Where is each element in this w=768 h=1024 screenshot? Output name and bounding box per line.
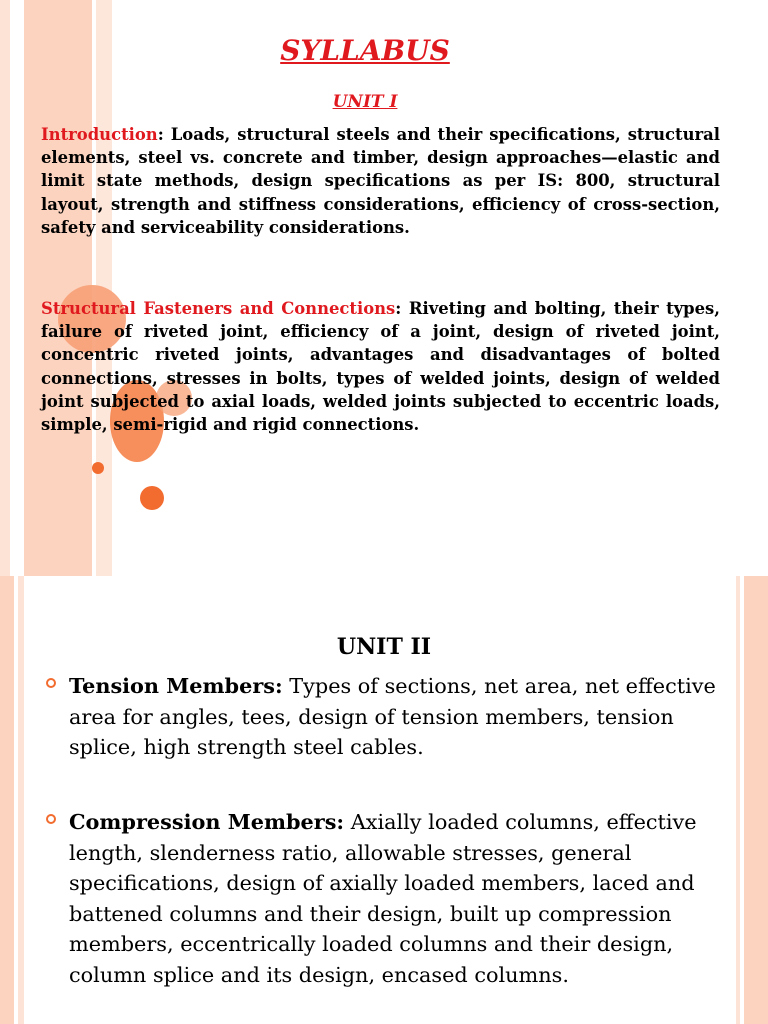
unit-1-heading: UNIT I bbox=[332, 92, 398, 112]
introduction-paragraph bbox=[41, 123, 720, 239]
bullet-circle-icon bbox=[46, 814, 56, 824]
separator: : bbox=[395, 299, 409, 318]
fasteners-paragraph bbox=[41, 297, 720, 436]
syllabus-title: SYLLABUS bbox=[280, 34, 450, 67]
tension-members-body: Types of sections, net area, net effective area for angles, tees, design of tension members, tension splice, high strength steel cables. bbox=[69, 674, 716, 759]
fasteners-body: Riveting and bolting, their types, failure of riveted joint, efficiency of a joint, design of riveted joint, concentric riveted joints, advantages and disadvantages of bolted connections, stresses in bolts, types of welded joints, design of welded joint subjected to axial loads, welded joints subjected to eccentric loads, simple, semi-rigid and rigid connections. bbox=[41, 299, 720, 435]
decorative-stripe bbox=[0, 0, 10, 576]
introduction-heading: Introduction bbox=[41, 125, 158, 144]
decorative-circle bbox=[140, 486, 164, 510]
compression-members-body: Axially loaded columns, effective length, slenderness ratio, allowable stresses, general specifications, design of axially loaded members, laced and battened columns and their design, built up compression members, eccentrically loaded columns and their design, column splice and its design, encased columns. bbox=[69, 810, 697, 987]
tension-members-item bbox=[69, 671, 719, 763]
compression-members-item bbox=[69, 807, 719, 990]
tension-members-heading: Tension Members: bbox=[69, 673, 283, 698]
fasteners-heading: Structural Fasteners and Connections bbox=[41, 299, 396, 318]
slide-unit-2 bbox=[0, 576, 768, 1024]
decorative-circle bbox=[92, 462, 104, 474]
unit-2-heading: UNIT II bbox=[336, 634, 432, 660]
compression-members-heading: Compression Members: bbox=[69, 809, 345, 834]
separator: : bbox=[157, 125, 171, 144]
bullet-circle-icon bbox=[46, 678, 56, 688]
introduction-body: Loads, structural steels and their specifications, structural elements, steel vs. concrete and timber, design approaches—elastic and limit state methods, design specifications as per IS: 800, structural layout, strength and stiffness considerations, efficiency of cross-section, safety and serviceability considerations. bbox=[41, 125, 720, 237]
